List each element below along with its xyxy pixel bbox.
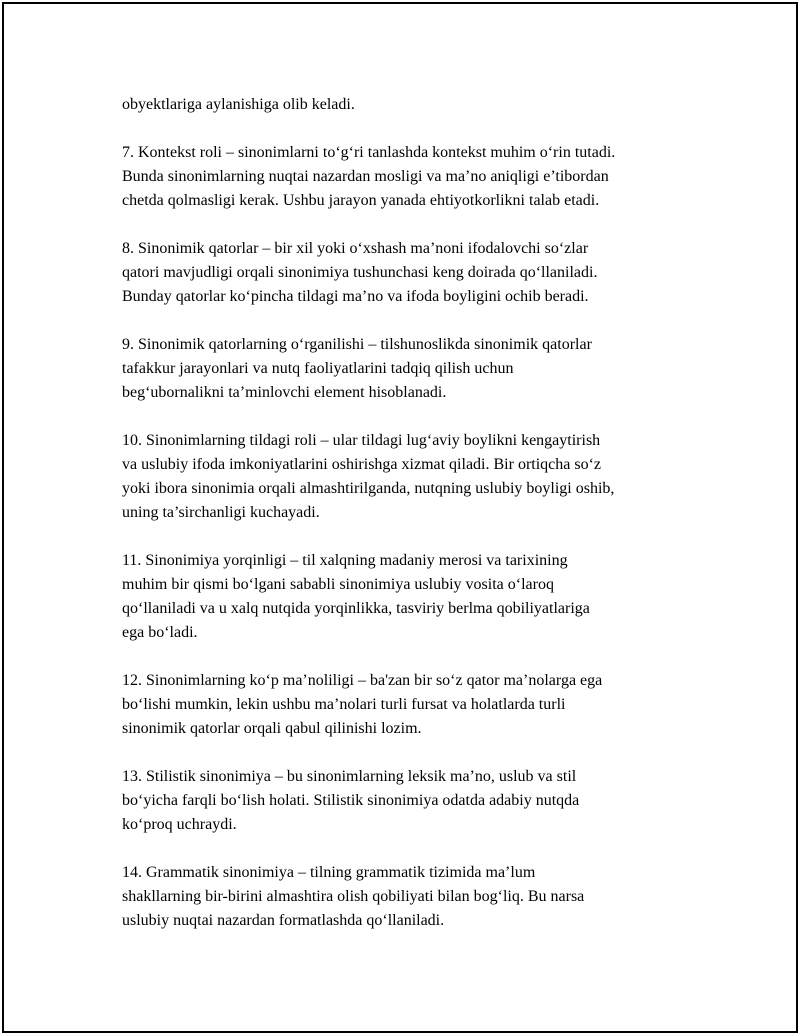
text-line: bo‘lishi mumkin, lekin ushbu ma’nolari turli fursat va holatlarda turli bbox=[122, 696, 566, 713]
text-line: bo‘yicha farqli bo‘lish holati. Stilistik sinonimiya odatda adabiy nutqda bbox=[122, 792, 580, 809]
paragraph-item-12 bbox=[122, 669, 712, 741]
text-line: yoki ibora sinonimia orqali almashtirilganda, nutqning uslubiy boyligi oshib, bbox=[122, 480, 615, 497]
paragraph-item-9 bbox=[122, 333, 712, 405]
paragraph-continuation bbox=[122, 93, 712, 117]
text-line: 12. Sinonimlarning ko‘p ma’noliligi – ba'zan bir so‘z qator ma’nolarga ega bbox=[122, 672, 603, 689]
text-line: beg‘ubornalikni ta’minlovchi element hisoblanadi. bbox=[122, 384, 447, 401]
text-line: 13. Stilistik sinonimiya – bu sinonimlarning leksik ma’no, uslub va stil bbox=[122, 768, 577, 785]
text-line: 9. Sinonimik qatorlarning o‘rganilishi – tilshunoslikda sinonimik qatorlar bbox=[122, 336, 592, 353]
text-line: 10. Sinonimlarning tildagi roli – ular tildagi lug‘aviy boylikni kengaytirish bbox=[122, 432, 601, 449]
text-line: muhim bir qismi bo‘lgani sababli sinonimiya uslubiy vosita o‘laroq bbox=[122, 576, 554, 593]
page-frame bbox=[2, 2, 798, 1033]
paragraph-item-7 bbox=[122, 141, 712, 213]
text-line: va uslubiy ifoda imkoniyatlarini oshirishga xizmat qiladi. Bir ortiqcha so‘z bbox=[122, 456, 602, 473]
text-line: uslubiy nuqtai nazardan formatlashda qo‘llaniladi. bbox=[122, 912, 445, 929]
text-line: qatori mavjudligi orqali sinonimiya tushunchasi keng doirada qo‘llaniladi. bbox=[122, 264, 598, 281]
text-line: 7. Kontekst roli – sinonimlarni to‘g‘ri tanlashda kontekst muhim o‘rin tutadi. bbox=[122, 144, 616, 161]
paragraph-item-10 bbox=[122, 429, 712, 525]
text-line: shakllarning bir-birini almashtira olish qobiliyati bilan bog‘liq. Bu narsa bbox=[122, 888, 585, 905]
text-line: 11. Sinonimiya yorqinligi – til xalqning madaniy merosi va tarixining bbox=[122, 552, 568, 569]
text-line: obyektlariga aylanishiga olib keladi. bbox=[122, 96, 355, 113]
text-line: ega bo‘ladi. bbox=[122, 624, 198, 641]
paragraph-item-13 bbox=[122, 765, 712, 837]
paragraph-item-11 bbox=[122, 549, 712, 645]
text-line: Bunda sinonimlarning nuqtai nazardan mosligi va ma’no aniqligi e’tibordan bbox=[122, 168, 609, 185]
paragraph-item-14 bbox=[122, 861, 712, 933]
paragraph-item-8 bbox=[122, 237, 712, 309]
text-line: tafakkur jarayonlari va nutq faoliyatlarini tadqiq qilish uchun bbox=[122, 360, 514, 377]
document-body bbox=[122, 93, 712, 957]
text-line: sinonimik qatorlar orqali qabul qilinishi lozim. bbox=[122, 720, 422, 737]
text-line: chetda qolmasligi kerak. Ushbu jarayon yanada ehtiyotkorlikni talab etadi. bbox=[122, 192, 600, 209]
text-line: qo‘llaniladi va u xalq nutqida yorqinlikka, tasviriy berlma qobiliyatlariga bbox=[122, 600, 590, 617]
text-line: 8. Sinonimik qatorlar – bir xil yoki o‘xshash ma’noni ifodalovchi so‘zlar bbox=[122, 240, 589, 257]
text-line: 14. Grammatik sinonimiya – tilning grammatik tizimida ma’lum bbox=[122, 864, 536, 881]
text-line: uning ta’sirchanligi kuchayadi. bbox=[122, 504, 320, 521]
text-line: Bunday qatorlar ko‘pincha tildagi ma’no va ifoda boyligini ochib beradi. bbox=[122, 288, 589, 305]
text-line: ko‘proq uchraydi. bbox=[122, 816, 237, 833]
